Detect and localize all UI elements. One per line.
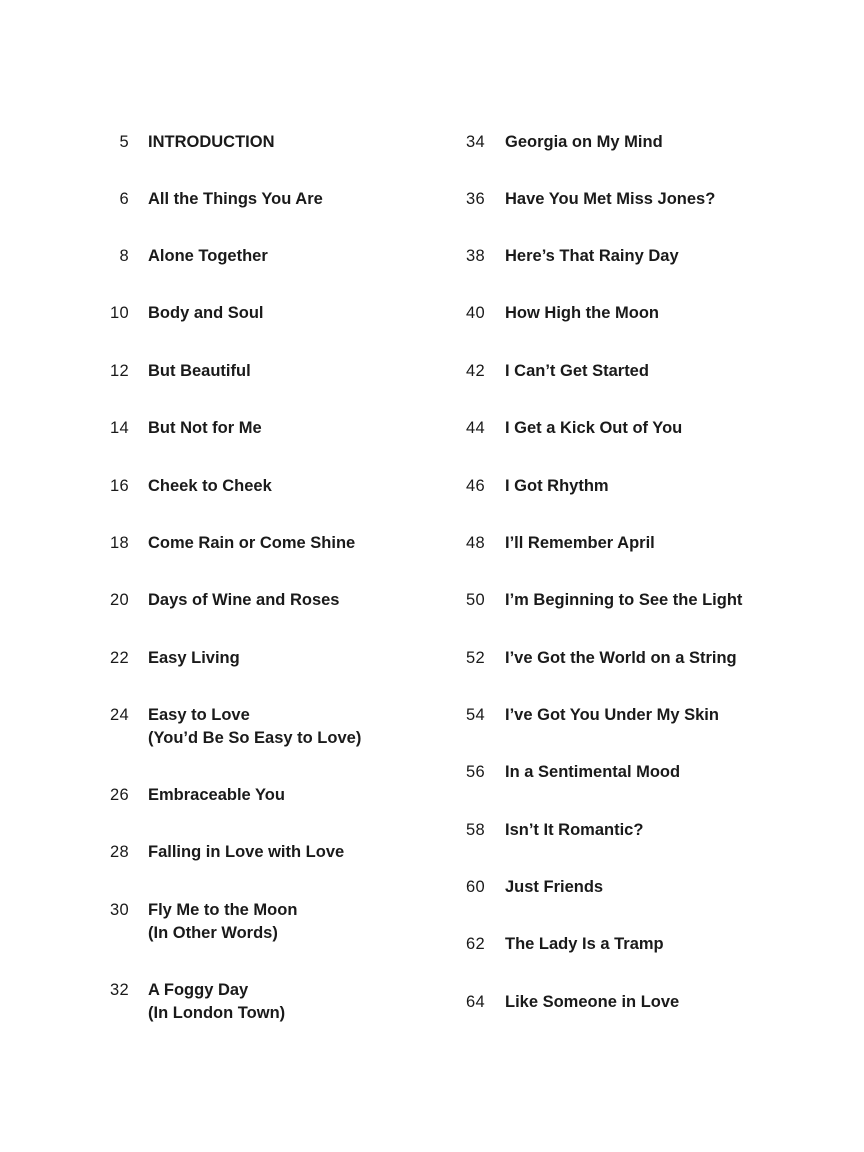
toc-title xyxy=(505,188,715,211)
toc-title xyxy=(505,647,737,670)
toc-title xyxy=(505,991,679,1014)
toc-page-number: 36 xyxy=(466,190,485,208)
toc-title xyxy=(505,819,643,842)
toc-title-line: Fly Me to the Moon xyxy=(148,901,298,919)
toc-title-line: (In Other Words) xyxy=(148,924,278,942)
toc-title-line: Embraceable You xyxy=(148,786,285,804)
toc-title-line: (In London Town) xyxy=(148,1004,286,1022)
toc-page-number: 18 xyxy=(110,534,129,552)
toc-title xyxy=(148,302,264,325)
toc-page-number: 44 xyxy=(466,419,485,437)
toc-page-number: 62 xyxy=(466,935,485,953)
toc-title-line: How High the Moon xyxy=(505,304,659,322)
toc-page-number: 22 xyxy=(110,649,129,667)
toc-title xyxy=(505,302,659,325)
toc-title-line: Easy Living xyxy=(148,649,240,667)
toc-page-number: 40 xyxy=(466,304,485,322)
toc-title-line: Here’s That Rainy Day xyxy=(505,247,679,265)
toc-page-number: 30 xyxy=(110,901,129,919)
toc-title-line: Body and Soul xyxy=(148,304,264,322)
toc-title-line: Georgia on My Mind xyxy=(505,133,663,151)
toc-page-number: 60 xyxy=(466,878,485,896)
toc-title-line: Just Friends xyxy=(505,878,604,896)
toc-title-line: All the Things You Are xyxy=(148,190,323,208)
toc-page-number: 48 xyxy=(466,534,485,552)
toc-title xyxy=(148,360,251,383)
toc-title-line: (You’d Be So Easy to Love) xyxy=(148,729,362,747)
toc-title-line: The Lady Is a Tramp xyxy=(505,935,664,953)
toc-title xyxy=(505,131,663,154)
toc-page-number: 38 xyxy=(466,247,485,265)
toc-title-line: Come Rain or Come Shine xyxy=(148,534,356,552)
toc-title xyxy=(148,647,240,670)
toc-title xyxy=(148,475,272,498)
toc-page-number: 12 xyxy=(110,362,129,380)
toc-title-line: Easy to Love xyxy=(148,706,250,724)
toc-page-number: 14 xyxy=(110,419,129,437)
toc-page-number: 10 xyxy=(110,304,129,322)
toc-title-line: I Can’t Get Started xyxy=(505,362,649,380)
toc-title-line: In a Sentimental Mood xyxy=(505,763,681,781)
toc-title xyxy=(148,784,285,807)
toc-page-number: 6 xyxy=(119,190,129,208)
toc-page-number: 42 xyxy=(466,362,485,380)
toc-title-line: I Get a Kick Out of You xyxy=(505,419,683,437)
toc-title xyxy=(505,245,679,268)
toc-title-line: INTRODUCTION xyxy=(148,133,275,151)
toc-page-number: 54 xyxy=(466,706,485,724)
toc-page-number: 56 xyxy=(466,763,485,781)
toc-page-number: 8 xyxy=(119,247,129,265)
toc-title xyxy=(505,761,680,784)
toc-title xyxy=(148,532,355,555)
toc-page-number: 26 xyxy=(110,786,129,804)
toc-title-line: I Got Rhythm xyxy=(505,477,609,495)
toc-page-number: 58 xyxy=(466,821,485,839)
toc-title-line: But Not for Me xyxy=(148,419,262,437)
toc-title xyxy=(505,589,742,612)
toc-page-number: 5 xyxy=(119,133,129,151)
toc-page-number: 50 xyxy=(466,591,485,609)
toc-page-number: 64 xyxy=(466,993,485,1011)
toc-title-line: I’ll Remember April xyxy=(505,534,655,552)
toc-title-line: Cheek to Cheek xyxy=(148,477,272,495)
toc-title xyxy=(148,841,344,864)
toc-page-number: 24 xyxy=(110,706,129,724)
toc-title xyxy=(148,704,361,750)
toc-title xyxy=(505,360,649,383)
toc-title xyxy=(148,899,297,945)
toc-title xyxy=(505,532,655,555)
toc-title-line: Days of Wine and Roses xyxy=(148,591,340,609)
toc-title-line: But Beautiful xyxy=(148,362,251,380)
toc-title xyxy=(505,704,719,727)
toc-title xyxy=(148,245,268,268)
toc-title xyxy=(505,417,682,440)
toc-title xyxy=(148,417,262,440)
toc-title xyxy=(148,979,285,1025)
toc-title xyxy=(148,589,339,612)
toc-title-line: Like Someone in Love xyxy=(505,993,680,1011)
toc-title-line: A Foggy Day xyxy=(148,981,249,999)
toc-title-line: Alone Together xyxy=(148,247,268,265)
toc-title xyxy=(505,475,609,498)
toc-title xyxy=(148,131,275,154)
toc-page-number: 52 xyxy=(466,649,485,667)
toc-title-line: Falling in Love with Love xyxy=(148,843,345,861)
toc-title-line: I’ve Got You Under My Skin xyxy=(505,706,719,724)
toc-page-number: 20 xyxy=(110,591,129,609)
toc-title-line: Have You Met Miss Jones? xyxy=(505,190,716,208)
toc-title-line: I’ve Got the World on a String xyxy=(505,649,737,667)
toc-page-number: 28 xyxy=(110,843,129,861)
toc-page-number: 32 xyxy=(110,981,129,999)
toc-page-number: 34 xyxy=(466,133,485,151)
toc-title xyxy=(505,933,664,956)
toc-title xyxy=(148,188,323,211)
toc-title-line: Isn’t It Romantic? xyxy=(505,821,644,839)
toc-title-line: I’m Beginning to See the Light xyxy=(505,591,743,609)
toc-title xyxy=(505,876,603,899)
toc-page-number: 16 xyxy=(110,477,129,495)
toc-page-number: 46 xyxy=(466,477,485,495)
